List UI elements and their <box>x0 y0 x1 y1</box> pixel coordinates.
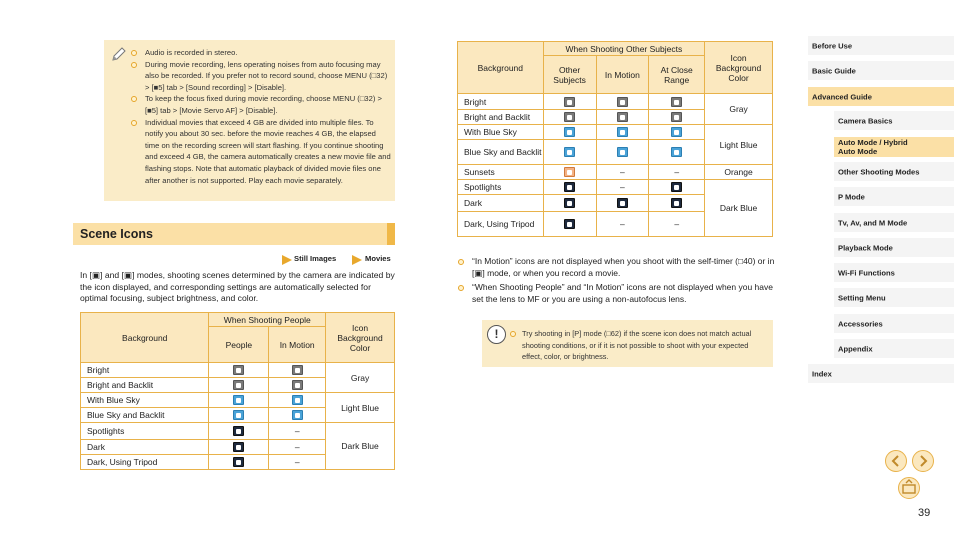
scene-icon <box>564 127 575 137</box>
scene-icon <box>671 112 682 122</box>
nav-auto-mode[interactable]: Auto Mode / Hybrid Auto Mode <box>834 137 954 157</box>
note-item: During movie recording, lens operating noises from auto focusing may also be recorded. If you prefer not to record sound, choose MENU (□32) > [■5] tab > [Sound recording] > [Disable]. <box>129 59 391 94</box>
note-box <box>104 40 395 201</box>
scene-icon <box>564 147 575 157</box>
dash-cell: – <box>269 455 326 470</box>
people-scene-table <box>80 312 395 470</box>
intro-text: In [▣] and [▣] modes, shooting scenes determined by the camera are indicated by the icon displayed, and corresponding settings are automatically selected for optimal focusing, subject brightness, and color. <box>80 270 395 304</box>
scene-icon <box>233 395 244 405</box>
scene-icon <box>233 457 244 467</box>
row-label: Dark <box>81 440 209 455</box>
page-number: 39 <box>918 507 931 519</box>
dash-cell: – <box>269 440 326 455</box>
next-page-button[interactable] <box>912 450 934 472</box>
dash-cell: – <box>269 423 326 440</box>
prev-page-button[interactable] <box>885 450 907 472</box>
group-header: When Shooting Other Subjects <box>543 42 704 56</box>
row-label: Sunsets <box>458 165 544 180</box>
scene-icon <box>564 167 575 177</box>
scene-icon <box>292 380 303 390</box>
scene-icon <box>233 410 244 420</box>
other-subjects-scene-table <box>457 41 773 237</box>
col-background: Background <box>81 313 209 363</box>
scene-icon <box>292 365 303 375</box>
col-people: People <box>209 327 269 363</box>
scene-icon <box>617 112 628 122</box>
note-item: Audio is recorded in stereo. <box>129 47 391 59</box>
scene-icon <box>564 198 575 208</box>
color-cell: Light Blue <box>705 125 773 165</box>
color-cell: Orange <box>705 165 773 180</box>
col-in-motion: In Motion <box>269 327 326 363</box>
col-in-motion: In Motion <box>596 56 649 94</box>
scene-icon <box>671 147 682 157</box>
col-color: Icon Background Color <box>326 313 395 363</box>
caution-box <box>482 320 773 367</box>
caution-icon: ! <box>487 325 506 344</box>
pencil-icon <box>110 45 128 63</box>
nav-basic-guide[interactable]: Basic Guide <box>808 61 954 80</box>
section-heading: Scene Icons <box>73 223 395 245</box>
row-label: Bright and Backlit <box>458 110 544 125</box>
scene-icon <box>617 198 628 208</box>
col-color: Icon Background Color <box>705 42 773 94</box>
scene-icon <box>233 442 244 452</box>
scene-icon <box>233 380 244 390</box>
dash-cell: – <box>596 165 649 180</box>
note-item: “When Shooting People” and “In Motion” icons are not displayed when you have set the lens to MF or you are using a non-autofocus lens. <box>458 282 778 305</box>
scene-icon <box>671 97 682 107</box>
col-background: Background <box>458 42 544 94</box>
col-other-subjects: Other Subjects <box>543 56 596 94</box>
row-label: With Blue Sky <box>81 393 209 408</box>
arrow-left-icon <box>889 454 903 468</box>
nav-playback-mode[interactable]: Playback Mode <box>834 238 954 257</box>
color-cell: Light Blue <box>326 393 395 423</box>
right-notes <box>458 256 778 305</box>
row-label: Bright <box>81 363 209 378</box>
dash-cell: – <box>596 212 649 237</box>
row-label: Blue Sky and Backlit <box>81 408 209 423</box>
nav-setting-menu[interactable]: Setting Menu <box>834 288 954 307</box>
nav-camera-basics[interactable]: Camera Basics <box>834 111 954 130</box>
group-header: When Shooting People <box>209 313 326 327</box>
caution-text: Try shooting in [P] mode (□62) if the scene icon does not match actual shooting conditions, or if it is not possible to shoot with your expected effect, color, or brightness. <box>508 328 766 363</box>
note-list <box>129 47 391 186</box>
nav-other-shooting-modes[interactable]: Other Shooting Modes <box>834 162 954 181</box>
scene-icon <box>671 127 682 137</box>
color-cell: Dark Blue <box>705 180 773 237</box>
row-label: Bright and Backlit <box>81 378 209 393</box>
mode-tags <box>282 254 397 266</box>
scene-icon <box>617 147 628 157</box>
nav-p-mode[interactable]: P Mode <box>834 187 954 206</box>
scene-icon <box>292 410 303 420</box>
row-label: Dark, Using Tripod <box>81 455 209 470</box>
scene-icon <box>233 426 244 436</box>
nav-index[interactable]: Index <box>808 364 954 383</box>
scene-icon <box>292 395 303 405</box>
dash-cell: – <box>649 165 705 180</box>
scene-icon <box>617 127 628 137</box>
nav-tv-av-m-mode[interactable]: Tv, Av, and M Mode <box>834 213 954 232</box>
row-label: Blue Sky and Backlit <box>458 140 544 165</box>
scene-icon <box>564 112 575 122</box>
return-button[interactable] <box>898 477 920 499</box>
return-icon <box>900 479 918 497</box>
tag-still-images: Still Images <box>294 254 337 263</box>
nav-before-use[interactable]: Before Use <box>808 36 954 55</box>
scene-icon <box>671 198 682 208</box>
nav-advanced-guide[interactable]: Advanced Guide <box>808 87 954 106</box>
arrow-right-icon <box>916 454 930 468</box>
dash-cell: – <box>596 180 649 195</box>
nav-wifi-functions[interactable]: Wi-Fi Functions <box>834 263 954 282</box>
color-cell: Gray <box>326 363 395 393</box>
note-item: Individual movies that exceed 4 GB are divided into multiple files. To notify you about 30 sec. before the movie reaches 4 GB, the elapsed time on the recording screen will start flashing. If you continue shooting and exceed 4 GB, the camera automatically creates a new movie file and flashing stops. Note that automatic playback of divided movie files one after another is not supported. Play each movie separately. <box>129 117 391 187</box>
row-label: Dark, Using Tripod <box>458 212 544 237</box>
note-item: “In Motion” icons are not displayed when you shoot with the self-timer (□40) or in [▣] mode, or when you record a movie. <box>458 256 778 279</box>
row-label: Dark <box>458 195 544 212</box>
dash-cell: – <box>649 212 705 237</box>
scene-icon <box>564 182 575 192</box>
color-cell: Gray <box>705 94 773 125</box>
scene-icon <box>233 365 244 375</box>
row-label: Bright <box>458 94 544 110</box>
col-close-range: At Close Range <box>649 56 705 94</box>
scene-icon <box>617 97 628 107</box>
row-label: Spotlights <box>458 180 544 195</box>
row-label: With Blue Sky <box>458 125 544 140</box>
note-item: To keep the focus fixed during movie recording, choose MENU (□32) > [■5] tab > [Movie Servo AF] > [Disable]. <box>129 93 391 116</box>
scene-icon <box>564 219 575 229</box>
scene-icon <box>564 97 575 107</box>
row-label: Spotlights <box>81 423 209 440</box>
nav-accessories[interactable]: Accessories <box>834 314 954 333</box>
tag-movies: Movies <box>365 254 391 263</box>
nav-appendix[interactable]: Appendix <box>834 339 954 358</box>
color-cell: Dark Blue <box>326 423 395 470</box>
scene-icon <box>671 182 682 192</box>
